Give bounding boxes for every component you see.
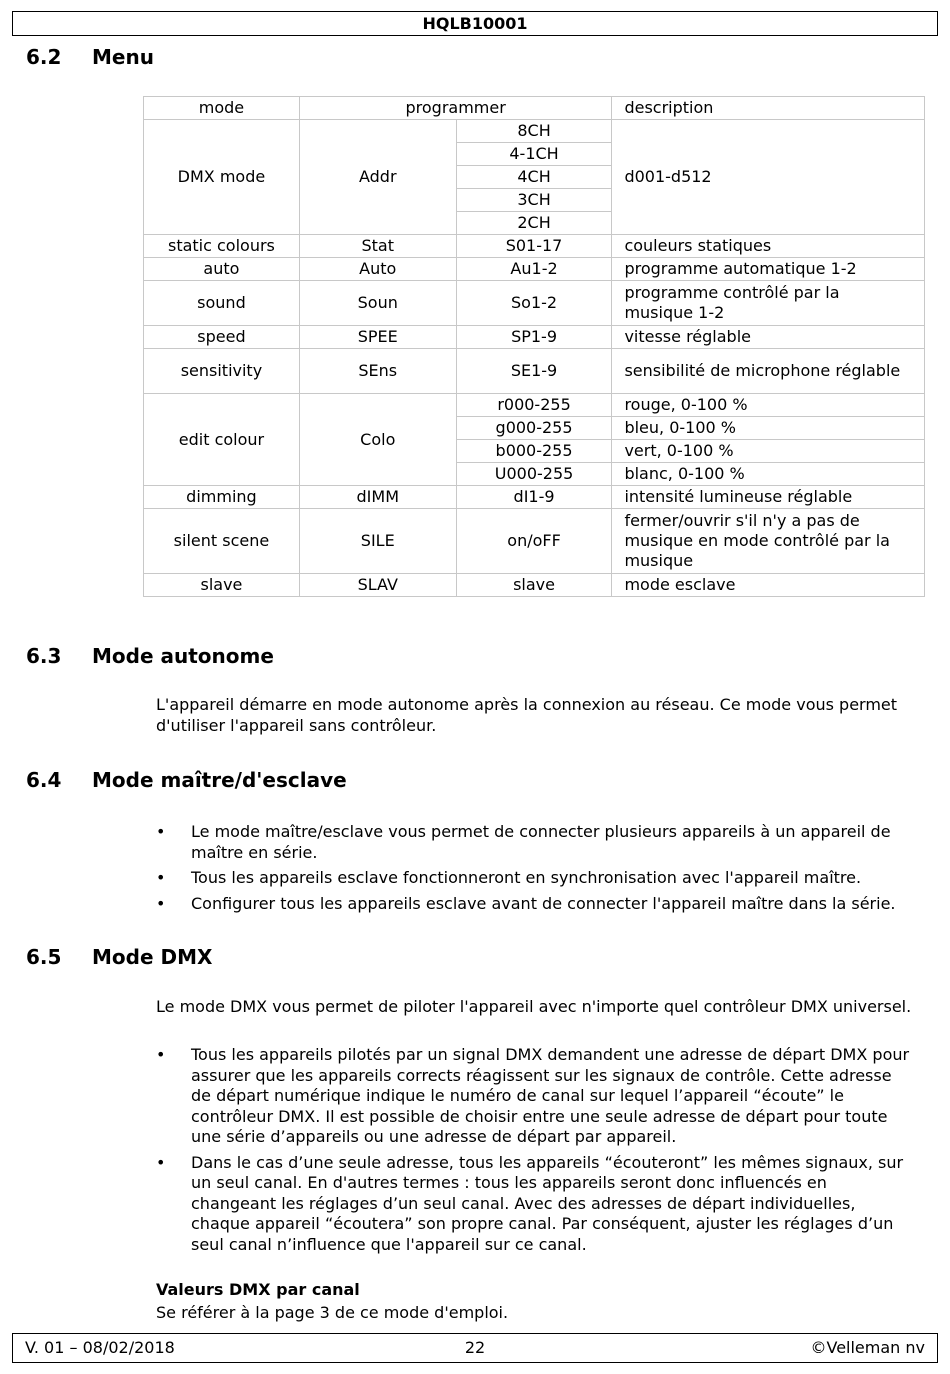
cell-desc: couleurs statiques <box>612 235 925 258</box>
bullet-icon: • <box>156 868 166 887</box>
dmx-values-heading: Valeurs DMX par canal <box>156 1280 360 1299</box>
cell-prog: Stat <box>299 235 456 258</box>
header-programmer: programmer <box>299 97 612 120</box>
cell-desc: d001-d512 <box>612 120 925 235</box>
cell-value: S01-17 <box>456 235 612 258</box>
table-row <box>144 326 925 349</box>
list-item <box>156 868 916 889</box>
cell-value: dI1-9 <box>456 486 612 509</box>
autonome-paragraph: L'appareil démarre en mode autonome après la connexion au réseau. Ce mode vous permet d'utiliser l'appareil sans contrôleur. <box>156 695 898 735</box>
cell-prog: Colo <box>299 394 456 486</box>
cell-value: 4-1CH <box>456 143 612 166</box>
cell-prog: Addr <box>299 120 456 235</box>
cell-value: on/oFF <box>456 509 612 574</box>
list-item <box>156 1045 916 1148</box>
cell-desc: mode esclave <box>612 574 925 597</box>
section-title: Mode maître/d'esclave <box>92 768 347 792</box>
table-row <box>144 349 925 394</box>
cell-prog: SLAV <box>299 574 456 597</box>
cell-mode: silent scene <box>144 509 300 574</box>
bullet-icon: • <box>156 1152 166 1172</box>
maitre-bullet-list <box>156 822 916 919</box>
cell-value: Au1-2 <box>456 258 612 281</box>
section-number: 6.4 <box>26 768 62 792</box>
list-item-text: Tous les appareils esclave fonctionneront en synchronisation avec l'appareil maître. <box>191 868 862 887</box>
cell-desc: sensibilité de microphone réglable <box>612 349 925 394</box>
cell-prog: Soun <box>299 281 456 326</box>
cell-value: r000-255 <box>456 394 612 417</box>
dmx-values-text: Se référer à la page 3 de ce mode d'emploi. <box>156 1303 509 1322</box>
page-header <box>12 11 938 36</box>
table-row <box>144 235 925 258</box>
cell-value: SP1-9 <box>456 326 612 349</box>
section-number: 6.3 <box>26 644 62 668</box>
footer-page-number: 22 <box>464 1338 486 1357</box>
cell-mode: dimming <box>144 486 300 509</box>
cell-value: 4CH <box>456 166 612 189</box>
page-footer <box>12 1333 938 1363</box>
cell-desc: bleu, 0-100 % <box>612 417 925 440</box>
section-heading-menu <box>26 45 154 69</box>
cell-desc: programme automatique 1-2 <box>612 258 925 281</box>
section-title: Menu <box>92 45 154 69</box>
table-row <box>144 574 925 597</box>
cell-desc: blanc, 0-100 % <box>612 463 925 486</box>
list-item <box>156 1153 916 1256</box>
table-row <box>144 281 925 326</box>
cell-value: g000-255 <box>456 417 612 440</box>
dmx-bullet-list <box>156 1045 916 1260</box>
cell-mode: edit colour <box>144 394 300 486</box>
cell-value: slave <box>456 574 612 597</box>
table-row <box>144 486 925 509</box>
list-item <box>156 894 916 915</box>
cell-mode: sound <box>144 281 300 326</box>
cell-mode: DMX mode <box>144 120 300 235</box>
table-row <box>144 394 925 417</box>
cell-desc: vert, 0-100 % <box>612 440 925 463</box>
cell-prog: SILE <box>299 509 456 574</box>
list-item-text: Configurer tous les appareils esclave avant de connecter l'appareil maître dans la série. <box>191 893 896 913</box>
cell-prog: SPEE <box>299 326 456 349</box>
cell-value: 8CH <box>456 120 612 143</box>
bullet-icon: • <box>156 822 166 841</box>
bullet-icon: • <box>156 1045 166 1064</box>
cell-desc: fermer/ouvrir s'il n'y a pas de musique en mode contrôlé par la musique <box>612 509 925 574</box>
cell-prog: Auto <box>299 258 456 281</box>
cell-prog: dIMM <box>299 486 456 509</box>
section-title: Mode autonome <box>92 644 274 668</box>
header-description: description <box>612 97 925 120</box>
cell-mode: speed <box>144 326 300 349</box>
header-mode: mode <box>144 97 300 120</box>
cell-mode: auto <box>144 258 300 281</box>
section-title: Mode DMX <box>92 945 213 969</box>
dmx-intro: Le mode DMX vous permet de piloter l'appareil avec n'importe quel contrôleur DMX universel. <box>156 997 912 1016</box>
table-row <box>144 120 925 143</box>
section-heading-maitre <box>26 768 347 792</box>
section-number: 6.5 <box>26 945 62 969</box>
list-item <box>156 822 916 863</box>
cell-prog: SEns <box>299 349 456 394</box>
cell-value: U000-255 <box>456 463 612 486</box>
table-row <box>144 509 925 574</box>
footer-copyright: ©Velleman nv <box>810 1338 925 1357</box>
cell-desc: programme contrôlé par la musique 1-2 <box>612 281 925 326</box>
cell-desc: vitesse réglable <box>612 326 925 349</box>
cell-mode: slave <box>144 574 300 597</box>
cell-value: 2CH <box>456 212 612 235</box>
cell-mode: static colours <box>144 235 300 258</box>
cell-mode: sensitivity <box>144 349 300 394</box>
menu-table <box>143 96 925 597</box>
cell-value: So1-2 <box>456 281 612 326</box>
table-header-row <box>144 97 925 120</box>
cell-value: 3CH <box>456 189 612 212</box>
doc-id: HQLB10001 <box>422 14 528 33</box>
cell-value: b000-255 <box>456 440 612 463</box>
section-number: 6.2 <box>26 45 62 69</box>
section-heading-dmx <box>26 945 212 969</box>
cell-value: SE1-9 <box>456 349 612 394</box>
cell-desc: rouge, 0-100 % <box>612 394 925 417</box>
bullet-icon: • <box>156 893 166 913</box>
list-item-text: Le mode maître/esclave vous permet de connecter plusieurs appareils à un appareil de maître en série. <box>191 822 891 862</box>
table-row <box>144 258 925 281</box>
list-item-text: Dans le cas d’une seule adresse, tous les appareils “écouteront” les mêmes signaux, sur un seul canal. En d'autres termes : tous les appareils seront donc influencés en changeant les réglages d’un seul canal. Avec des adresses de départ individuelles, chaque appareil “écoutera” son propre canal. Par conséquent, ajuster les réglages d’un seul canal n’influence que l'appareil sur ce canal. <box>191 1152 904 1254</box>
footer-version: V. 01 – 08/02/2018 <box>25 1338 175 1357</box>
list-item-text: Tous les appareils pilotés par un signal DMX demandent une adresse de départ DMX pour assurer que les appareils corrects réagissent sur les signaux de contrôle. Cette adresse de départ numérique indique le numéro de canal sur lequel l’appareil “écoute” le contrôleur DMX. Il est possible de choisir entre une seule adresse de départ pour toute une série d’appareils ou une adresse de départ par appareil. <box>191 1045 910 1146</box>
section-heading-autonome <box>26 644 274 668</box>
cell-desc: intensité lumineuse réglable <box>612 486 925 509</box>
